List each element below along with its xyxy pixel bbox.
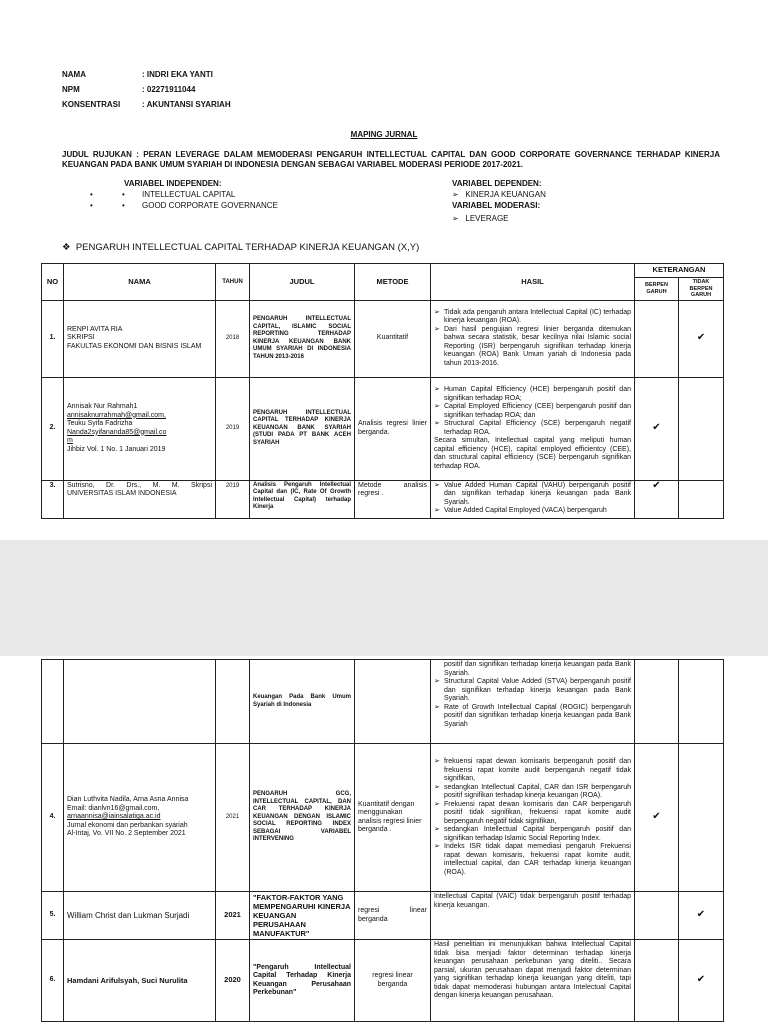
email-link[interactable]: arnaannisa@iainsalatiga.ac.id xyxy=(67,813,161,821)
judul-rujukan-label: JUDUL RUJUKAN : xyxy=(62,150,139,159)
hasil-item: ➢ Value Added Capital Employed (VACA) berpengaruh xyxy=(444,507,631,516)
berpengaruh-cell xyxy=(635,892,679,940)
name-value: : INDRI EKA YANTI xyxy=(142,70,213,79)
konsentrasi-value: : AKUNTANSI SYARIAH xyxy=(142,100,231,109)
row-no: 5. xyxy=(42,892,64,940)
row-no: 3. xyxy=(42,480,64,518)
bullet-icon: • xyxy=(122,190,125,199)
dependent-moderation-variables xyxy=(452,178,546,224)
hasil-item: ➢ frekuensi rapat dewan komisaris berpengaruh positif dan frekuensi rapat komite audit berpengaruh negatif tidak signifikan, xyxy=(444,758,631,784)
table-header-row xyxy=(42,264,724,278)
col-header-tahun: TAHUN xyxy=(216,264,250,301)
row-nama: Annisak Nur Rahmah1 annisaknurrahmah@gmail.com, Teuku Syifa Fadrizha Nanda2syifananda85@gmail.co m Jihbiz Vol. 1 No. 1 Januari 2019 xyxy=(64,377,216,480)
row-tahun: 2019 xyxy=(216,480,250,518)
diamond-bullet-icon: ❖ xyxy=(62,242,71,253)
tidak-berpengaruh-empty xyxy=(679,660,724,744)
judul-rujukan xyxy=(62,150,720,170)
row-judul: "FAKTOR-FAKTOR YANG MEMPENGARUHI KINERJA KEUANGAN PERUSAHAAN MANUFAKTUR" xyxy=(250,892,355,940)
mapping-table-page-2 xyxy=(41,659,724,1022)
document-title: MAPING JURNAL xyxy=(350,130,418,139)
row-hasil: Hasil penelitian ini menunjukkan bahwa Intellectual Capital tidak bisa menjadi faktor determinan terhadap kinerja keuangan perusahaan perkebunan yang diteliti.. Secara parsial, ukuran perusahaan dapat menjadi faktor determinan yang signifikan terhadap kinerja keuangan yang diteliti, tapi tidak dapat memoderasi hubungan antara Intelectual Capital dengan kinerja keuangan perusahaan. xyxy=(431,940,635,1022)
col-header-tidak-berpengaruh: TIDAK BERPEN GARUH xyxy=(679,278,724,301)
row-nama-empty xyxy=(64,660,216,744)
col-header-nama: NAMA xyxy=(64,264,216,301)
row-metode-empty xyxy=(355,660,431,744)
judul-rujukan-text: PERAN LEVERAGE DALAM MEMODERASI PENGARUH INTELLECTUAL CAPITAL DAN GOOD CORPORATE GOVERNANCE TERHADAP KINERJA KEUANGAN PADA BANK UMUM SYARIAH DI INDONESIA DENGAN SEBAGAI VARIABEL MODERASI PERIODE 2017-2021. xyxy=(62,150,720,169)
independent-item: • • GOOD CORPORATE GOVERNANCE xyxy=(90,201,278,210)
row-judul-continued: Keuangan Pada Bank Umum Syariah di Indonesia xyxy=(250,660,355,744)
bullet-icon: • xyxy=(90,201,93,210)
row-nama: Hamdani Arifulsyah, Suci Nurulita xyxy=(64,940,216,1022)
hasil-item: ➢ Capital Employed Efficiency (CEE) berpengaruh positif dan signifikan terhadap ROA; dan xyxy=(444,403,631,420)
hasil-summary: Secara simultan, Intellectual capital yang meliputi human capital efficiency (HCE), capital employed efficientcy (CEE), dan structural capital efficiency (SCE) berpengaruh signifikan terhadap ROA. xyxy=(434,437,631,470)
col-header-berpengaruh: BERPEN GARUH xyxy=(635,278,679,301)
tidak-berpengaruh-cell xyxy=(679,377,724,480)
row-hasil xyxy=(431,744,635,892)
bullet-icon: • xyxy=(122,201,125,210)
hasil-item: ➢ Rate of Growth Intellectual Capital (ROGIC) berpengaruh positif dan signifikan terhadap kinerja keuangan pada Bank Syariah xyxy=(444,704,631,730)
section-heading: ❖ PENGARUH INTELLECTUAL CAPITAL TERHADAP KINERJA KEUANGAN (X,Y) xyxy=(62,242,420,253)
row-tahun: 2019 xyxy=(216,377,250,480)
col-header-metode: METODE xyxy=(355,264,431,301)
table-row xyxy=(42,892,724,940)
row-hasil xyxy=(431,480,635,518)
hasil-item: ➢ Value Added Human Capital (VAHU) berpengaruh positif dan signifikan terhadap kinerja keuangan pada Bank Syariah. xyxy=(444,482,631,508)
hasil-item: ➢ Structural Capital Efficiency (SCE) berpengaruh negatif terhadap ROA. xyxy=(444,420,631,437)
row-judul: PENGARUH INTELLECTUAL CAPITAL, ISLAMIC SOCIAL REPORTING TERHADAP KINERJA KEUANGAN BANK UMUM SYARIAH DI INDONESIA TAHUN 2013-2016 xyxy=(250,300,355,377)
row-metode: Kuantitatif xyxy=(355,300,431,377)
row-tahun: 2021 xyxy=(216,892,250,940)
independent-item: • • INTELLECTUAL CAPITAL xyxy=(90,190,236,199)
row-no: 1. xyxy=(42,300,64,377)
moderation-item: ➢ LEVERAGE xyxy=(452,214,509,223)
hasil-item: ➢ Tidak ada pengaruh antara Intellectual Capital (IC) terhadap kinerja keuangan (ROA). xyxy=(444,309,631,326)
row-tahun: 2020 xyxy=(216,940,250,1022)
berpengaruh-check-icon: ✔ xyxy=(635,480,679,518)
mapping-table-page-1 xyxy=(41,263,724,519)
col-header-no: NO xyxy=(42,264,64,301)
npm-value: : 02271911044 xyxy=(142,85,196,94)
row-judul: PENGARUH GCG, INTELLECTUAL CAPITAL, DAN CAR TERHADAP KINERJA KEUANGAN DENGAN ISLAMIC SOCIAL REPORTING INDEX SEBAGAI VARIABEL INTERVENING xyxy=(250,744,355,892)
berpengaruh-cell xyxy=(635,300,679,377)
berpengaruh-check-icon: ✔ xyxy=(635,744,679,892)
hasil-item: ➢ sedangkan Intellectual Capital berpengaruh positif dan signifikan terhadap Islamic Social Reporting Index. xyxy=(444,826,631,843)
row-judul: Analisis Pengaruh Intellectual Capital dan (IC, Rate Of Growth Intellectual Capital) terhadap Kinerja xyxy=(250,480,355,518)
col-header-hasil: HASIL xyxy=(431,264,635,301)
row-no: 4. xyxy=(42,744,64,892)
row-metode: Analisis regresi linier berganda. xyxy=(355,377,431,480)
konsentrasi-row xyxy=(62,100,231,109)
row-nama: Sutrisno, Dr. Drs., M. M. Skripsi UNIVERSITAS ISLAM INDONESIA xyxy=(64,480,216,518)
tidak-berpengaruh-check-icon: ✔ xyxy=(679,300,724,377)
row-nama: Dian Luthvita Nadila, Arna Asna Annisa Email: dianlvn16@gmail.com, arnaannisa@iainsalatiga.ac.id Jurnal ekonomi dan perbankan syariah Al-Intaj, Vo. VII No. 2 September 2021 xyxy=(64,744,216,892)
row-metode: Kuantitatif dengan menggunakan analisis regresi linier berganda . xyxy=(355,744,431,892)
row-hasil xyxy=(431,377,635,480)
dependent-label: VARIABEL DEPENDEN: xyxy=(452,179,542,188)
row-no: 6. xyxy=(42,940,64,1022)
independent-label: VARIABEL INDEPENDEN: xyxy=(124,179,222,188)
berpengaruh-cell xyxy=(635,940,679,1022)
hasil-item: ➢ Structural Capital Value Added (STVA) berpengaruh positif dan signifikan terhadap kinerja keuangan pada Bank Syariah. xyxy=(444,678,631,704)
table-row xyxy=(42,940,724,1022)
tidak-berpengaruh-check-icon: ✔ xyxy=(679,892,724,940)
hasil-item: ➢ Dari hasil pengujian regresi linier berganda ditemukan bahwa secara statistik, besar kecilnya nilai Islamic social Reporting (ISR) berpengaruh signifikan terhadap kinerja keuangan (ROA) Bank Umum yariah di Indonesia pada tahun 2013-2016. xyxy=(444,326,631,369)
row-tahun: 2018 xyxy=(216,300,250,377)
row-judul: PENGARUH INTELLECTUAL CAPITAL TERHADAP KINERJA KEUANGAN BANK SYARIAH (STUDI PADA PT BANK ACEH SYARIAH xyxy=(250,377,355,480)
row-hasil xyxy=(431,300,635,377)
row-nama: RENPI AVITA RIA SKRIPSI FAKULTAS EKONOMI DAN BISNIS ISLAM xyxy=(64,300,216,377)
col-header-judul: JUDUL xyxy=(250,264,355,301)
table-row xyxy=(42,480,724,518)
hasil-item: ➢ sedangkan Intellectual Capital, CAR dan ISR berpengaruh positif signifikan terhadap kinerja keuangan (ROA). xyxy=(444,784,631,801)
tidak-berpengaruh-cell xyxy=(679,480,724,518)
name-label: NAMA xyxy=(62,70,86,79)
row-metode: regresi linear berganda xyxy=(355,892,431,940)
row-tahun-empty xyxy=(216,660,250,744)
table-row xyxy=(42,300,724,377)
row-metode: regresi linear berganda xyxy=(355,940,431,1022)
moderation-label: VARIABEL MODERASI: xyxy=(452,201,541,210)
row-judul: "Pengaruh Intellectual Capital Terhadap Kinerja Keuangan Perusahaan Perkebunan" xyxy=(250,940,355,1022)
tidak-berpengaruh-cell xyxy=(679,744,724,892)
npm-row xyxy=(62,85,195,94)
row-tahun: 2021 xyxy=(216,744,250,892)
student-name-row xyxy=(62,70,213,79)
row-hasil: Intellectual Capital (VAIC) tidak berpengaruh positif terhadap kinerja keuangan. xyxy=(431,892,635,940)
table-row xyxy=(42,744,724,892)
hasil-item: ➢ Indeks ISR tidak dapat memediasi pengaruh Frekuensi rapat dewan komisaris, frekuensi rapat komite audit, intellectual capital, dan CAR terhadap kinerja keuangan (ROA). xyxy=(444,843,631,877)
hasil-item: ➢ Frekuensi rapat dewan komisaris dan CAR berpengaruh positif tidak signifikan, frekuensi rapat komite audit berpengaruh negatif tidak signifikan, xyxy=(444,801,631,827)
arrow-bullet-icon: ➢ xyxy=(452,214,459,223)
email-link[interactable]: annisaknurrahmah@gmail.com, xyxy=(67,411,166,419)
npm-label: NPM xyxy=(62,85,80,94)
col-header-keterangan: KETERANGAN xyxy=(635,264,724,278)
row-nama: William Christ dan Lukman Surjadi xyxy=(64,892,216,940)
bullet-icon: • xyxy=(90,190,93,199)
row-hasil-continued: positif dan signifikan terhadap kinerja keuangan pada Bank Syariah. ➢ Structural Capital Value Added (STVA) berpengaruh positif dan signifikan terhadap kinerja keuangan pada Bank Syariah. ➢ Rate of Growth Intellectual Capital (ROGIC) berpengaruh positif dan signifikan terhadap kinerja keuangan pada Bank Syariah xyxy=(431,660,635,744)
berpengaruh-empty xyxy=(635,660,679,744)
tidak-berpengaruh-check-icon: ✔ xyxy=(679,940,724,1022)
row-no-empty xyxy=(42,660,64,744)
hasil-item: ➢ Human Capital Efficiency (HCE) berpengaruh positif dan signifikan terhadap ROA; xyxy=(444,386,631,403)
email-link[interactable]: Email: dianlvn16@gmail.com, xyxy=(67,804,160,812)
dependent-item: ➢ KINERJA KEUANGAN xyxy=(452,190,546,199)
document-page-2 xyxy=(0,656,768,1024)
arrow-bullet-icon: ➢ xyxy=(452,190,459,199)
email-link[interactable]: Nanda2syifananda85@gmail.co xyxy=(67,428,167,436)
independent-variables xyxy=(90,178,278,211)
table-row xyxy=(42,377,724,480)
row-metode: Metode analisis regresi . xyxy=(355,480,431,518)
table-row-continued xyxy=(42,660,724,744)
berpengaruh-check-icon: ✔ xyxy=(635,377,679,480)
konsentrasi-label: KONSENTRASI xyxy=(62,100,121,109)
row-no: 2. xyxy=(42,377,64,480)
